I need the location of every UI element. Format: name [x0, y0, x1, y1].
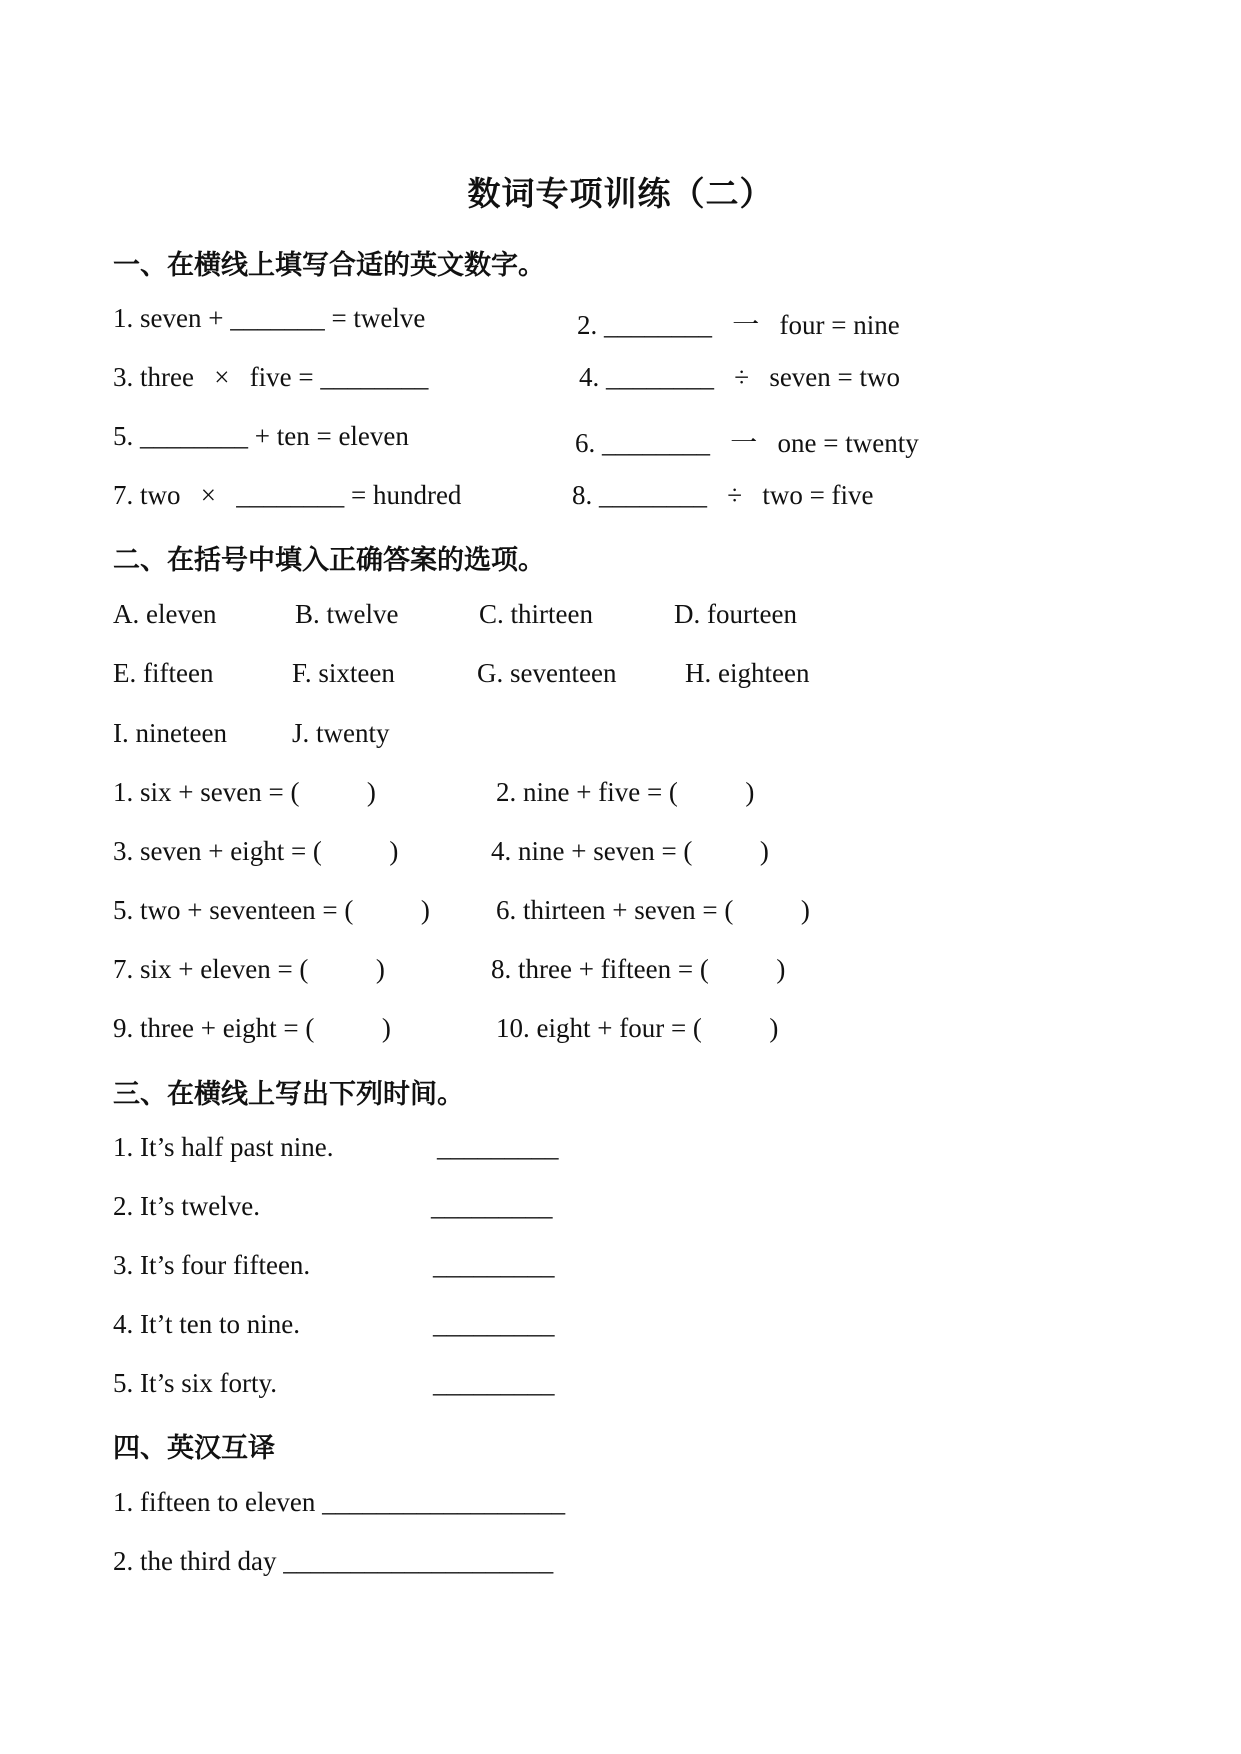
s3-item-5-blank: _________	[433, 1368, 555, 1398]
s3-item-2-blank: _________	[431, 1191, 553, 1221]
s1-item-4: 4. ________ ÷ seven = two	[579, 362, 901, 392]
s3-item-1-blank: _________	[437, 1132, 559, 1162]
s1-item-6: 6. ________ 一 one = twenty	[575, 428, 919, 458]
s3-item-3-blank: _________	[433, 1250, 555, 1280]
s2-question-4: 4. nine + seven = ( )	[491, 836, 769, 866]
s2-question-1: 1. six + seven = ( )	[113, 777, 376, 807]
section-1-heading: 一、在横线上填写合适的英文数字。	[113, 250, 545, 281]
option-h: H. eighteen	[685, 658, 810, 688]
s2-question-6: 6. thirteen + seven = ( )	[496, 895, 810, 925]
option-b: B. twelve	[295, 599, 399, 629]
s4-item-2: 2. the third day ____________________	[113, 1546, 554, 1576]
option-j: J. twenty	[292, 718, 390, 748]
s2-question-3: 3. seven + eight = ( )	[113, 836, 399, 866]
s3-item-5-text: 5. It’s six forty.	[113, 1368, 277, 1398]
option-f: F. sixteen	[292, 658, 395, 688]
s1-item-3: 3. three × five = ________	[113, 362, 429, 392]
option-e: E. fifteen	[113, 658, 214, 688]
s1-item-2: 2. ________ 一 four = nine	[577, 310, 900, 340]
s1-item-5: 5. ________ + ten = eleven	[113, 421, 409, 451]
section-4-heading: 四、英汉互译	[113, 1433, 275, 1464]
s3-item-3-text: 3. It’s four fifteen.	[113, 1250, 311, 1280]
s2-question-8: 8. three + fifteen = ( )	[491, 954, 786, 984]
s3-item-4-text: 4. It’t ten to nine.	[113, 1309, 300, 1339]
page-title: 数词专项训练（二）	[467, 174, 774, 213]
s3-item-4-blank: _________	[433, 1309, 555, 1339]
s3-item-1-text: 1. It’s half past nine.	[113, 1132, 334, 1162]
option-i: I. nineteen	[113, 718, 227, 748]
s1-item-1: 1. seven + _______ = twelve	[113, 303, 426, 333]
s2-question-7: 7. six + eleven = ( )	[113, 954, 385, 984]
s2-question-2: 2. nine + five = ( )	[496, 777, 755, 807]
option-a: A. eleven	[113, 599, 217, 629]
s2-question-9: 9. three + eight = ( )	[113, 1013, 391, 1043]
section-2-heading: 二、在括号中填入正确答案的选项。	[113, 545, 545, 576]
option-g: G. seventeen	[477, 658, 617, 688]
s2-question-5: 5. two + seventeen = ( )	[113, 895, 430, 925]
s4-item-1: 1. fifteen to eleven __________________	[113, 1487, 566, 1517]
s1-item-7: 7. two × ________ = hundred	[113, 480, 462, 510]
section-3-heading: 三、在横线上写出下列时间。	[113, 1079, 464, 1110]
option-c: C. thirteen	[479, 599, 593, 629]
option-d: D. fourteen	[674, 599, 797, 629]
s2-question-10: 10. eight + four = ( )	[496, 1013, 779, 1043]
s1-item-8: 8. ________ ÷ two = five	[572, 480, 874, 510]
s3-item-2-text: 2. It’s twelve.	[113, 1191, 260, 1221]
